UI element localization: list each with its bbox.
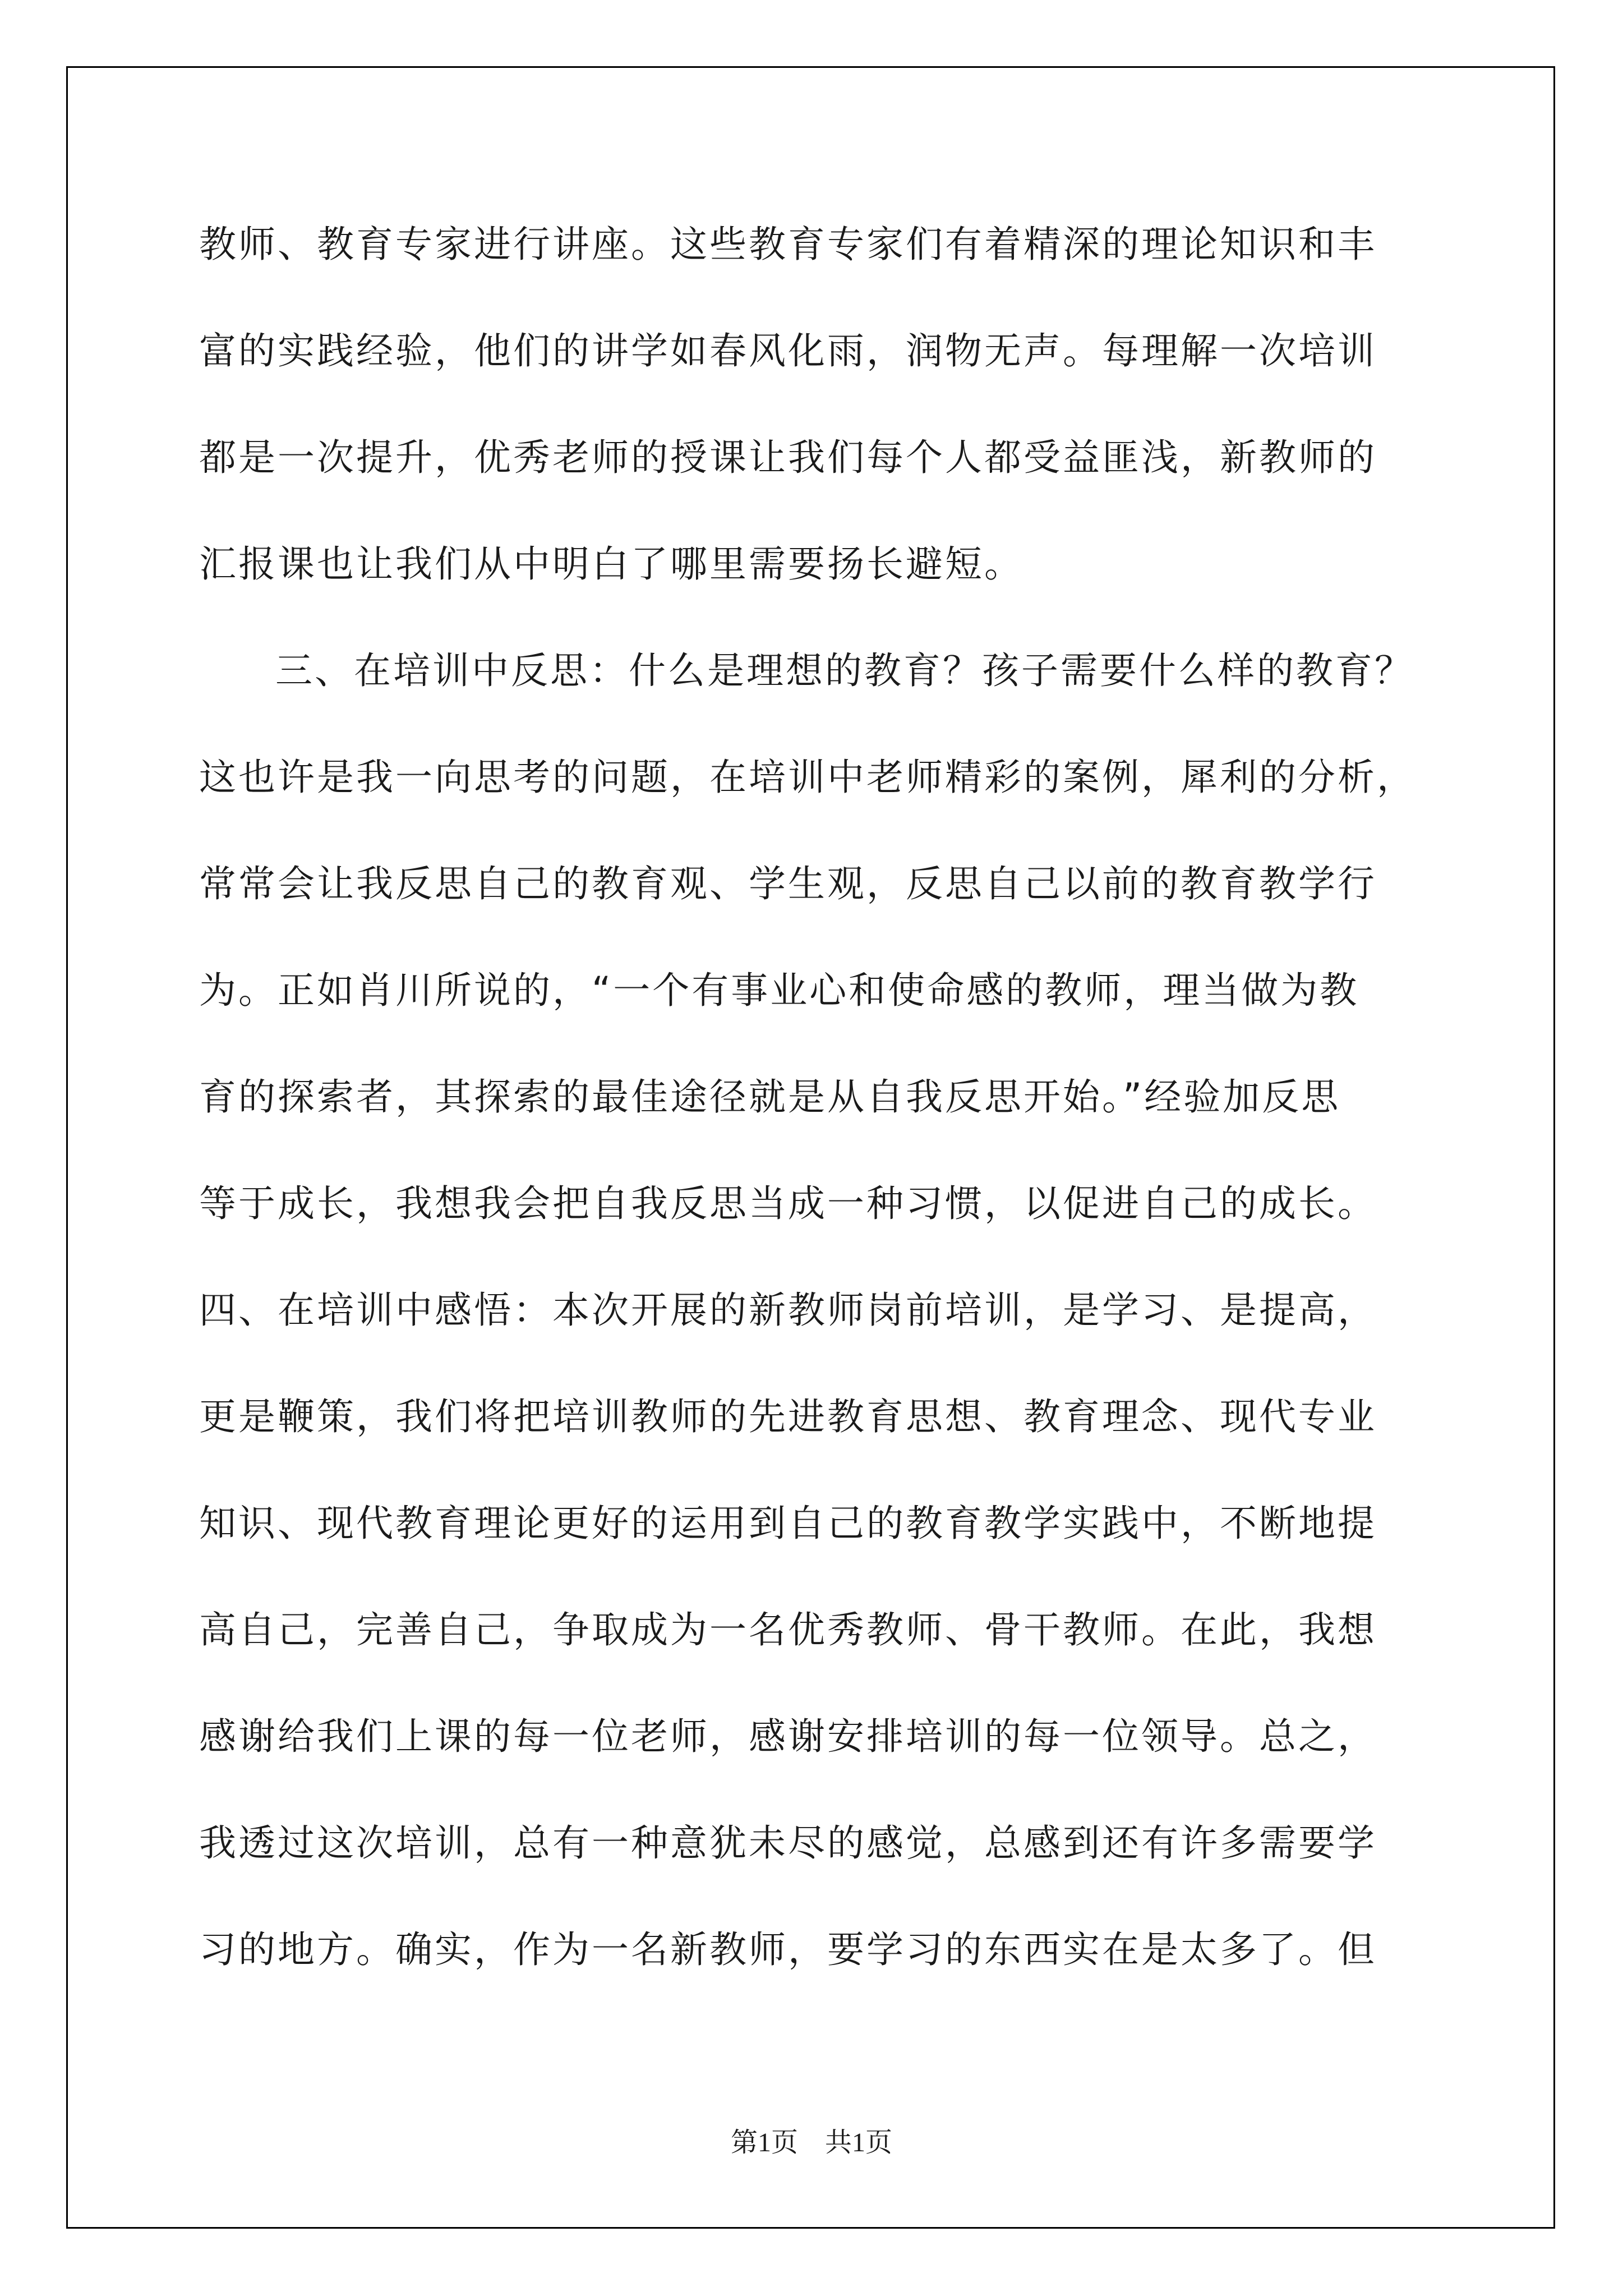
text-line: 更是鞭策，我们将把培训教师的先进教育思想、教育理念、现代专业 — [199, 1395, 1377, 1438]
text-line: 教师、教育专家进行讲座。这些教育专家们有着精深的理论知识和丰 — [199, 223, 1377, 266]
text-line: 这也许是我一向思考的问题，在培训中老师精彩的案例，犀利的分析， — [199, 756, 1416, 799]
text-line: 我透过这次培训，总有一种意犹未尽的感觉，总感到还有许多需要学 — [199, 1821, 1377, 1865]
text-line: 知识、现代教育理论更好的运用到自己的教育教学实践中，不断地提 — [199, 1502, 1377, 1545]
text-line: 汇报课也让我们从中明白了哪里需要扬长避短。 — [199, 542, 1023, 586]
text-line: 高自己，完善自己，争取成为一名优秀教师、骨干教师。在此，我想 — [199, 1608, 1377, 1651]
text-line: 常常会让我反思自己的教育观、学生观，反思自己以前的教育教学行 — [199, 862, 1377, 905]
text-line: 富的实践经验，他们的讲学如春风化雨，润物无声。每理解一次培训 — [199, 329, 1377, 372]
text-line: 习的地方。确实，作为一名新教师，要学习的东西实在是太多了。但 — [199, 1928, 1377, 1971]
page-number-footer: 第1页 共1页 — [730, 2128, 892, 2157]
text-line: 为。正如肖川所说的，“一个有事业心和使命感的教师，理当做为教 — [199, 969, 1359, 1012]
text-line: 都是一次提升，优秀老师的授课让我们每个人都受益匪浅，新教师的 — [199, 436, 1377, 479]
text-line: 育的探索者，其探索的最佳途径就是从自我反思开始。”经验加反思 — [199, 1075, 1341, 1119]
text-line: 感谢给我们上课的每一位老师，感谢安排培训的每一位领导。总之， — [199, 1715, 1377, 1758]
document-body — [199, 211, 1455, 2023]
text-line: 四、在培训中感悟：本次开展的新教师岗前培训，是学习、是提高， — [199, 1289, 1377, 1332]
text-line: 等于成长，我想我会把自我反思当成一种习惯，以促进自己的成长。 — [199, 1182, 1377, 1225]
text-line: 三、在培训中反思：什么是理想的教育？孩子需要什么样的教育？ — [275, 649, 1414, 692]
